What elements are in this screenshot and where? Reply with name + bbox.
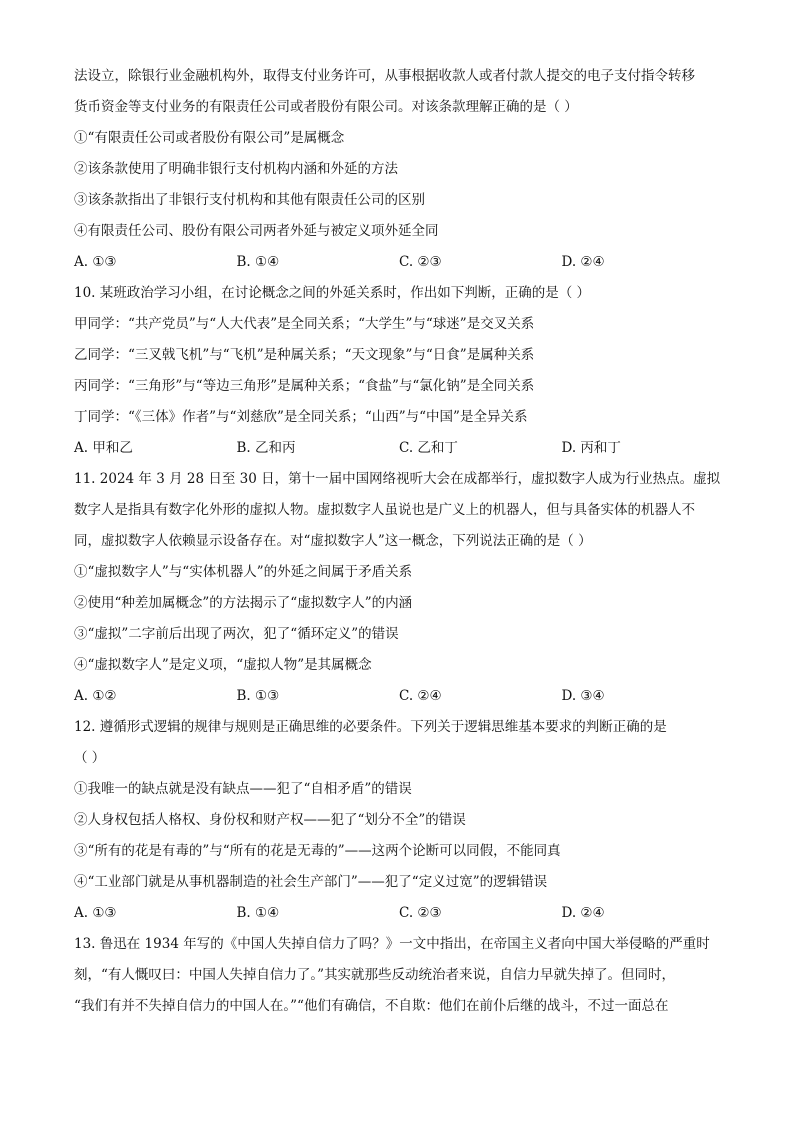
statement-4: ④“工业部门就是从事机器制造的社会生产部门”——犯了“定义过宽”的逻辑错误 [74, 874, 548, 890]
statement-2: ②该条款使用了明确非银行支付机构内涵和外延的方法 [74, 161, 398, 177]
answer-options [74, 252, 724, 283]
option-c: C. 乙和丁 [399, 440, 458, 456]
question-stem: “我们有并不失掉自信力的中国人在。”“他们有确信，不自欺：他们在前仆后继的战斗，不过一面总在 [74, 998, 669, 1014]
statement-3: ③“虚拟”二字前后出现了两次，犯了“循环定义”的错误 [74, 626, 399, 642]
statement-3: ③“所有的花是有毒的”与“所有的花是无毒的”——这两个论断可以同假，不能同真 [74, 843, 561, 859]
question-10 [74, 283, 724, 469]
statement-4: ④有限责任公司、股份有限公司两者外延与被定义项外延全同 [74, 223, 439, 239]
student-statement-jia: 甲同学：“共产党员”与“人大代表”是全同关系；“大学生”与“球迷”是交叉关系 [74, 316, 535, 332]
document-content [74, 66, 724, 1027]
statement-2: ②人身权包括人格权、身份权和财产权——犯了“划分不全”的错误 [74, 812, 466, 828]
option-d: D. 丙和丁 [561, 440, 621, 456]
option-c: C. ②③ [399, 905, 442, 921]
statement-2: ②使用“种差加属概念”的方法揭示了“虚拟数字人”的内涵 [74, 595, 413, 611]
option-d: D. ③④ [561, 688, 605, 704]
question-stem: 同，虚拟数字人依赖显示设备存在。对“虚拟数字人”这一概念，下列说法正确的是（ ） [74, 533, 592, 549]
question-stem: 数字人是指具有数字化外形的虚拟人物。虚拟数字人虽说也是广义上的机器人，但与具备实体的机器人不 [74, 502, 695, 518]
question-12 [74, 717, 724, 934]
question-stem: 11. 2024 年 3 月 28 日至 30 日，第十一届中国网络视听大会在成都举行，虚拟数字人成为行业热点。虚拟 [74, 471, 721, 487]
statement-1: ①“虚拟数字人”与“实体机器人”的外延之间属于矛盾关系 [74, 564, 413, 580]
option-a: A. ①② [74, 688, 117, 704]
question-13 [74, 934, 724, 1027]
question-stem: 刻，“有人慨叹曰：中国人失掉自信力了。”其实就那些反动统治者来说，自信力早就失掉了。但同时， [74, 967, 676, 983]
student-statement-yi: 乙同学：“三叉戟飞机”与“飞机”是种属关系；“天文现象”与“日食”是属种关系 [74, 347, 535, 363]
option-c: C. ②③ [399, 254, 442, 270]
option-b: B. ①④ [236, 905, 280, 921]
question-11 [74, 469, 724, 717]
student-statement-bing: 丙同学：“三角形”与“等边三角形”是属种关系；“食盐”与“氯化钠”是全同关系 [74, 378, 535, 394]
option-c: C. ②④ [399, 688, 442, 704]
option-a: A. 甲和乙 [74, 440, 133, 456]
option-b: B. 乙和丙 [236, 440, 296, 456]
question-stem: 10. 某班政治学习小组，在讨论概念之间的外延关系时，作出如下判断，正确的是（ ） [74, 285, 591, 301]
question-stem: 13. 鲁迅在 1934 年写的《中国人失掉自信力了吗？》一文中指出，在帝国主义者向中国大举侵略的严重时 [74, 936, 710, 952]
question-stem: 12. 遵循形式逻辑的规律与规则是正确思维的必要条件。下列关于逻辑思维基本要求的判断正确的是 [74, 719, 667, 735]
question-text-line: 法设立，除银行业金融机构外，取得支付业务许可，从事根据收款人或者付款人提交的电子支付指令转移 [74, 68, 695, 84]
answer-options [74, 903, 724, 934]
answer-bracket: （ ） [74, 750, 106, 766]
statement-1: ①我唯一的缺点就是没有缺点——犯了“自相矛盾”的错误 [74, 781, 412, 797]
answer-options [74, 686, 724, 717]
option-d: D. ②④ [561, 905, 605, 921]
student-statement-ding: 丁同学：“《三体》作者”与“刘慈欣”是全同关系；“山西”与“中国”是全异关系 [74, 409, 528, 425]
statement-4: ④“虚拟数字人”是定义项，“虚拟人物”是其属概念 [74, 657, 372, 673]
answer-options [74, 438, 724, 469]
question-text-line: 货币资金等支付业务的有限责任公司或者股份有限公司。对该条款理解正确的是（ ） [74, 99, 578, 115]
option-b: B. ①③ [236, 688, 280, 704]
option-a: A. ①③ [74, 254, 117, 270]
question-9-continued [74, 66, 724, 283]
option-a: A. ①③ [74, 905, 117, 921]
option-d: D. ②④ [561, 254, 605, 270]
option-b: B. ①④ [236, 254, 280, 270]
statement-1: ①“有限责任公司或者股份有限公司”是属概念 [74, 130, 345, 146]
statement-3: ③该条款指出了非银行支付机构和其他有限责任公司的区别 [74, 192, 425, 208]
